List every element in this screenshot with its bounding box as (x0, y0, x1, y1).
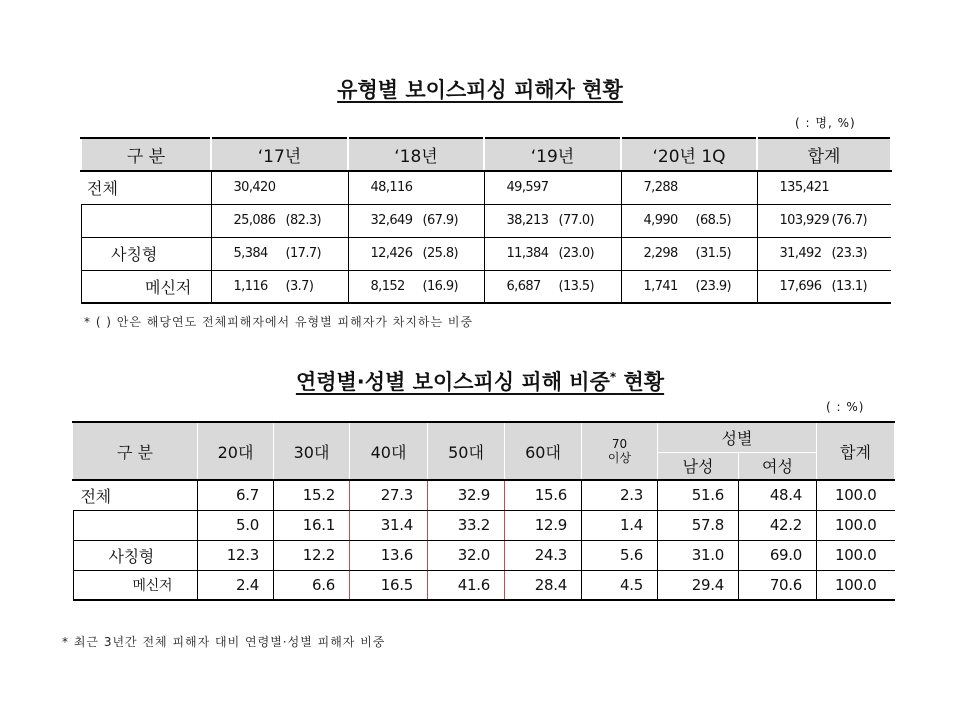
table2-header-60s: 60대 (505, 422, 582, 480)
table2-header-40s: 40대 (350, 422, 428, 480)
table-cell: 11,384 (23.0) (484, 237, 621, 270)
table-cell: 1.4 (582, 510, 658, 540)
table1-unit: ( : 명, %) (795, 116, 856, 130)
table-cell: 1,741 (23.9) (621, 270, 757, 303)
table-cell: 6.6 (274, 570, 350, 600)
table1-header-2020q1: ‘20년 1Q (621, 138, 757, 171)
table-cell: 31.0 (658, 540, 739, 570)
table1-header-2017: ‘17년 (211, 138, 348, 171)
table-cell: 2.3 (582, 480, 658, 510)
row-label (73, 510, 198, 540)
table-cell: 13.6 (350, 540, 428, 570)
table1-header-2018: ‘18년 (348, 138, 484, 171)
table1 (80, 137, 892, 304)
table-cell: 27.3 (350, 480, 428, 510)
table2-header-male: 남성 (658, 452, 739, 480)
table-cell: 2.4 (198, 570, 274, 600)
table2-header-30s: 30대 (274, 422, 350, 480)
table-cell: 57.8 (658, 510, 739, 540)
table-cell: 48.4 (739, 480, 817, 510)
table-cell: 100.0 (817, 480, 895, 510)
table-cell: 15.6 (505, 480, 582, 510)
table2-title: 연령별·성별 보이스피싱 피해 비중* 현황 (295, 370, 665, 394)
table-cell: 24.3 (505, 540, 582, 570)
table-cell: 5.6 (582, 540, 658, 570)
table-cell: 1,116 (3.7) (211, 270, 348, 303)
table-row (73, 480, 895, 510)
table-cell: 5.0 (198, 510, 274, 540)
table2-header-female: 여성 (739, 452, 817, 480)
table-row (73, 570, 895, 600)
table-cell: 12.9 (505, 510, 582, 540)
table-cell: 41.6 (428, 570, 505, 600)
table-row (73, 540, 895, 570)
table-cell: 12,426 (25.8) (348, 237, 484, 270)
table-cell: 42.2 (739, 510, 817, 540)
table-row (73, 510, 895, 540)
table1-header-row (81, 138, 891, 171)
table-cell: 32.0 (428, 540, 505, 570)
table-cell: 100.0 (817, 570, 895, 600)
table-cell: 33.2 (428, 510, 505, 540)
table2-header-row (73, 422, 895, 452)
table-cell: 15.2 (274, 480, 350, 510)
table-cell: 4.5 (582, 570, 658, 600)
table-row (81, 171, 891, 204)
table1-note: * ( ) 안은 해당연도 전체피해자에서 유형별 피해자가 차지하는 비중 (84, 315, 474, 329)
table-cell: 38,213 (77.0) (484, 204, 621, 237)
table-cell: 2,298 (31.5) (621, 237, 757, 270)
table-cell: 6,687 (13.5) (484, 270, 621, 303)
table2-header-gender: 성별 (658, 422, 817, 452)
row-label: 메신저 (81, 270, 211, 303)
table2-header-50s: 50대 (428, 422, 505, 480)
table-row (81, 204, 891, 237)
table-cell: 32.9 (428, 480, 505, 510)
table-cell: 49,597 (484, 171, 621, 204)
table2-header-total: 합계 (817, 422, 895, 480)
table-cell: 12.2 (274, 540, 350, 570)
row-label: 사칭형 (81, 237, 211, 270)
table1-header-total: 합계 (757, 138, 891, 171)
table-cell: 17,696 (13.1) (757, 270, 891, 303)
table2-header-label: 구 분 (73, 422, 198, 480)
row-label: 메신저 (73, 570, 198, 600)
table-cell: 100.0 (817, 510, 895, 540)
table1-title: 유형별 보이스피싱 피해자 현황 (337, 78, 623, 102)
row-label: 전체 (73, 480, 198, 510)
table-cell: 25,086 (82.3) (211, 204, 348, 237)
table1-header-2019: ‘19년 (484, 138, 621, 171)
table-cell: 135,421 (757, 171, 891, 204)
table-row (81, 237, 891, 270)
table-cell: 8,152 (16.9) (348, 270, 484, 303)
table2-header-20s: 20대 (198, 422, 274, 480)
table-cell: 16.5 (350, 570, 428, 600)
row-label: 사칭형 (73, 540, 198, 570)
table-cell: 30,420 (211, 171, 348, 204)
table-cell: 31,492 (23.3) (757, 237, 891, 270)
table-cell: 16.1 (274, 510, 350, 540)
table-cell: 5,384 (17.7) (211, 237, 348, 270)
table2 (72, 421, 895, 601)
row-label (81, 204, 211, 237)
table-cell: 28.4 (505, 570, 582, 600)
table-cell: 12.3 (198, 540, 274, 570)
table2-note: * 최근 3년간 전체 피해자 대비 연령별·성별 피해자 비중 (62, 635, 386, 649)
table-cell: 69.0 (739, 540, 817, 570)
table-cell: 29.4 (658, 570, 739, 600)
table-cell: 48,116 (348, 171, 484, 204)
table-cell: 70.6 (739, 570, 817, 600)
table-cell: 31.4 (350, 510, 428, 540)
table-cell: 7,288 (621, 171, 757, 204)
row-label: 전체 (81, 171, 211, 204)
table-cell: 51.6 (658, 480, 739, 510)
table2-unit: ( : %) (826, 400, 865, 414)
table2-header-70plus: 70 이상 (582, 422, 658, 480)
table-cell: 4,990 (68.5) (621, 204, 757, 237)
table-cell: 100.0 (817, 540, 895, 570)
table-cell: 6.7 (198, 480, 274, 510)
table-cell: 32,649 (67.9) (348, 204, 484, 237)
table-row (81, 270, 891, 303)
table-cell: 103,929 (76.7) (757, 204, 891, 237)
table1-header-label: 구 분 (81, 138, 211, 171)
